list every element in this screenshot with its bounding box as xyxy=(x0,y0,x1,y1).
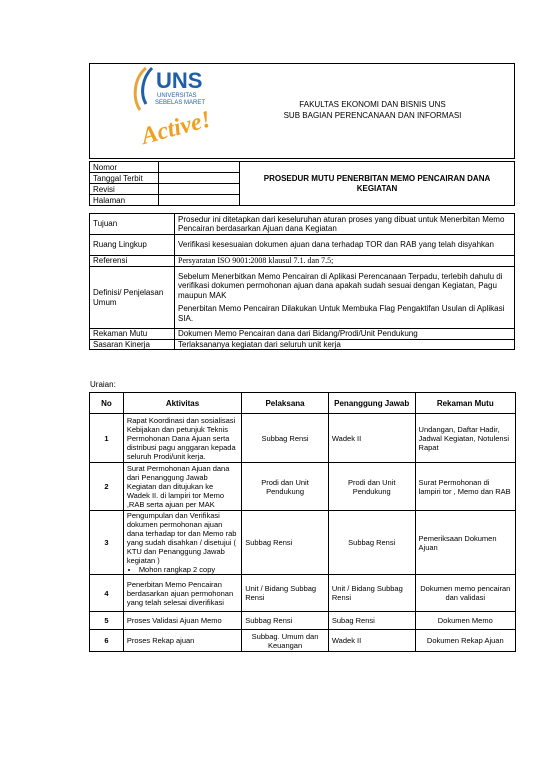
ruang-lingkup-value: Verifikasi kesesuaian dokumen ajuan dana terhadap TOR dan RAB yang telah disyahkan xyxy=(175,235,515,256)
aktivitas-bullet-list xyxy=(127,565,238,574)
unit-name: SUB BAGIAN PERENCANAAN DAN INFORMASI xyxy=(283,111,462,120)
row-pelaksana: Subbag Rensi xyxy=(242,511,329,575)
row-aktivitas: Proses Rekap ajuan xyxy=(123,630,241,652)
row-no: 1 xyxy=(90,414,124,463)
table-row xyxy=(90,630,516,652)
table-row xyxy=(90,575,516,612)
header-title xyxy=(230,99,515,121)
activity-table xyxy=(89,392,516,652)
table-row xyxy=(90,414,516,463)
row-aktivitas: Rapat Koordinasi dan sosialisasi Kebijakan dan petunjuk Teknis Permohonan Dana Ajuan serta distribusi pagu anggaran kepada seluruh Prodi/unit kerja. xyxy=(123,414,241,463)
row-penanggung-jawab: Unit / Bidang Subbag Rensi xyxy=(328,575,415,612)
aktivitas-bullet: • Mohon rangkap 2 copy xyxy=(139,565,238,574)
meta-label-nomor: Nomor xyxy=(90,162,159,173)
table-row xyxy=(90,463,516,511)
row-rekaman-mutu: Dokumen Rekap Ajuan xyxy=(415,630,515,652)
row-pelaksana: Subbag Rensi xyxy=(242,612,329,630)
document-title: PROSEDUR MUTU PENERBITAN MEMO PENCAIRAN DANA KEGIATAN xyxy=(240,162,515,206)
row-no: 3 xyxy=(90,511,124,575)
uns-logo-icon xyxy=(126,64,222,156)
row-aktivitas-text: Pengumpulan dan Verifikasi dokumen permohonan ajuan dana terhadap tor dan Memo rab yang sudah disahkan / disetujui ( KTU dan Penanggung Jawab kegiatan ) xyxy=(126,511,237,565)
procedure-info-table xyxy=(89,213,515,350)
meta-value-revisi xyxy=(159,184,240,195)
row-rekaman-mutu: Surat Permohonan di lampiri tor , Memo dan RAB xyxy=(415,463,515,511)
col-header-rekaman-mutu: Rekaman Mutu xyxy=(415,393,515,414)
document-meta-table xyxy=(89,161,515,206)
meta-value-halaman xyxy=(159,195,240,206)
definisi-label: Definisi/ Penjelasan Umum xyxy=(90,267,175,329)
row-rekaman-mutu: Dokumen Memo xyxy=(415,612,515,630)
meta-value-nomor xyxy=(159,162,240,173)
logo-university-text: UNIVERSITAS xyxy=(157,93,197,99)
logo-tagline-text: Active! xyxy=(138,106,214,150)
definisi-paragraph-1: Sebelum Menerbitkan Memo Pencairan di Aplikasi Perencanaan Terpadu, terlebih dahulu di verifikasi dokumen permohonan ajuan dana apakah sudah sesuai dengan Kegiatan, Pagu maupun MAK xyxy=(178,271,503,300)
row-rekaman-mutu: Pemeriksaan Dokumen Ajuan xyxy=(415,511,515,575)
row-pelaksana: Subbag Rensi xyxy=(242,414,329,463)
row-pelaksana: Subbag. Umum dan Keuangan xyxy=(242,630,329,652)
row-penanggung-jawab: Subag Rensi xyxy=(328,612,415,630)
rekaman-mutu-value: Dokumen Memo Pencairan dana dari Bidang/Prodi/Unit Pendukung xyxy=(175,329,515,340)
uns-logo xyxy=(126,64,222,156)
row-aktivitas: Penerbitan Memo Pencairan berdasarkan ajuan permohonan yang telah selesai diverifikasi xyxy=(123,575,241,612)
table-row xyxy=(90,612,516,630)
row-no: 2 xyxy=(90,463,124,511)
row-pelaksana: Unit / Bidang Subbag Rensi xyxy=(242,575,329,612)
row-no: 5 xyxy=(90,612,124,630)
row-aktivitas xyxy=(123,511,241,575)
col-header-aktivitas: Aktivitas xyxy=(123,393,241,414)
definisi-paragraph-2: Penerbitan Memo Pencairan Dilakukan Untuk Membuka Flag Pengaktifan Usulan di Aplikasi SIA. xyxy=(178,304,505,323)
meta-value-tanggal xyxy=(159,173,240,184)
uraian-label: Uraian: xyxy=(90,380,116,389)
meta-label-revisi: Revisi xyxy=(90,184,159,195)
col-header-penanggung-jawab: Penanggung Jawab xyxy=(328,393,415,414)
tujuan-value: Prosedur ini ditetapkan dari keseluruhan aturan proses yang dibuat untuk Menerbitan Memo Pencairan berdasarkan Ajuan dana Kegiatan xyxy=(175,214,515,235)
ruang-lingkup-label: Ruang Lingkup xyxy=(90,235,175,256)
row-penanggung-jawab: Wadek II xyxy=(328,414,415,463)
tujuan-label: Tujuan xyxy=(90,214,175,235)
sasaran-kinerja-value: Terlaksananya kegiatan dari seluruh unit kerja xyxy=(175,339,515,350)
row-aktivitas: Surat Permohonan Ajuan dana dari Penanggung Jawab Kegiatan dan ditujukan ke Wadek II. di lampiri tor Memo ,RAB serta ajuan per MAK xyxy=(123,463,241,511)
meta-label-halaman: Halaman xyxy=(90,195,159,206)
row-penanggung-jawab: Prodi dan Unit Pendukung xyxy=(328,463,415,511)
logo-uns-text: UNS xyxy=(156,68,203,93)
row-aktivitas: Proses Validasi Ajuan Memo xyxy=(123,612,241,630)
referensi-label: Referensi xyxy=(90,256,175,267)
table-row xyxy=(90,511,516,575)
row-pelaksana: Prodi dan Unit Pendukung xyxy=(242,463,329,511)
logo-name-text: SEBELAS MARET xyxy=(155,100,206,106)
sasaran-kinerja-label: Sasaran Kinerja xyxy=(90,339,175,350)
faculty-name: FAKULTAS EKONOMI DAN BISNIS UNS xyxy=(299,100,446,109)
col-header-no: No xyxy=(90,393,124,414)
row-penanggung-jawab: Subbag Rensi xyxy=(328,511,415,575)
row-no: 6 xyxy=(90,630,124,652)
meta-label-tanggal: Tanggal Terbit xyxy=(90,173,159,184)
row-penanggung-jawab: Wadek II xyxy=(328,630,415,652)
col-header-pelaksana: Pelaksana xyxy=(242,393,329,414)
row-rekaman-mutu: Dokumen memo pencairan dan validasi xyxy=(415,575,515,612)
referensi-value: Persyaratan ISO 9001:2008 klausul 7.1. dan 7.5; xyxy=(175,256,515,267)
row-no: 4 xyxy=(90,575,124,612)
row-rekaman-mutu: Undangan, Daftar Hadir, Jadwal Kegiatan, Notulensi Rapat xyxy=(415,414,515,463)
definisi-value xyxy=(175,267,515,329)
rekaman-mutu-label: Rekaman Mutu xyxy=(90,329,175,340)
